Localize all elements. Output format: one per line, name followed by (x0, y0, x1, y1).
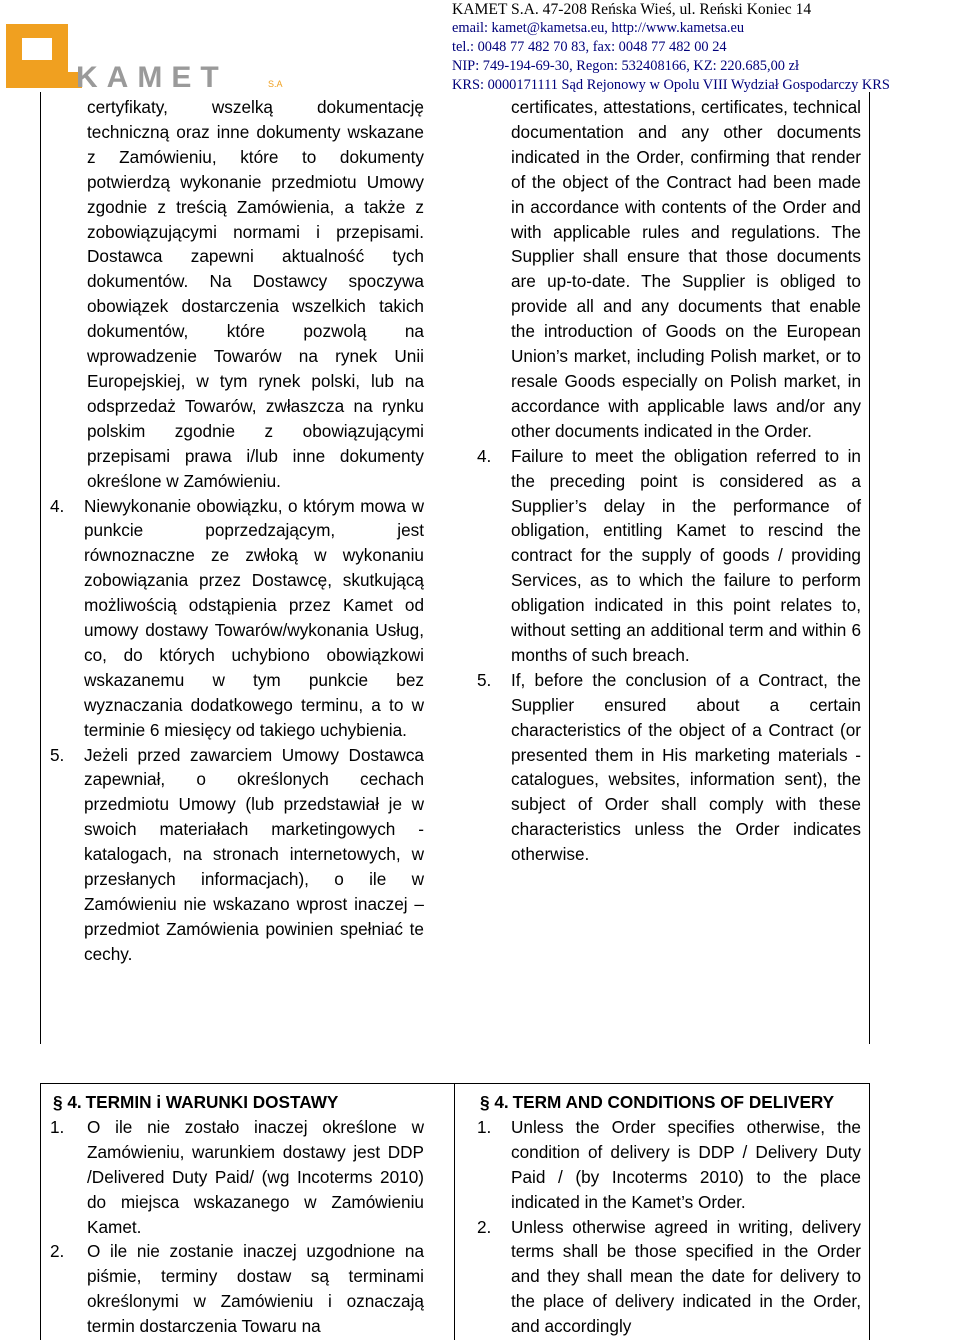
table-border-left (40, 1083, 41, 1340)
item-text: If, before the conclusion of a Contract, the Supplier ensured about a certain characteristics of the object of a Contract (or presented them in His marketing materials - catalogues, websites, information sent), the subject of Order shall comply with these characteristics unless the Order indicates otherwise. (511, 669, 861, 865)
item-text: Niewykonanie obowiązku, o którym mowa w punkcie poprzedzającym, jest równoznaczne ze zwłoką w wykonaniu zobowiązania przez Dostawcę, skutkującą możliwością odstąpienia przez Kamet od umowy dostawy Towarów/wykonania Usług, co, do których uchybiono obowiązkowi wskazanemu w tym punkcie bez wyznaczania dodatkowego terminu, a to w terminie 6 miesięcy od takiego uchybienia. (84, 495, 424, 740)
company-contact: email: kamet@kametsa.eu, http://www.kametsa.eu (452, 20, 745, 36)
polish-paragraph: certyfikaty, wszelką dokumentację techniczną oraz inne dokumenty wskazane z Zamówieniu, które to dokumenty potwierdzą wykonanie przedmiotu Umowy zgodnie z treścią Zamówienia, a także z zobowiązującymi normami i przepisami. Dostawca zapewni aktualność tych dokumentów. Na Dostawcy spoczywa obowiązek dostarczenia wszelkich takich dokumentów, które pozwolą na wprowadzenie Towarów na rynek Unii Europejskiej, w tym rynek polski, lub na odsprzedaż Towarów, zwłaszcza na rynku polskim zgodnie z obowiązującymi przepisami prawa i/lub inne dokumenty określone w Zamówieniu. (87, 97, 424, 491)
item-number: 4. (50, 495, 65, 516)
item-text: Failure to meet the obligation referred to in the preceding point is considered as a Supplier’s delay in the performance of obligation, entitling Kamet to rescind the contract for the supply of goods / providing Services, as to which the failure to perform obligation indicated in this point relates to, without setting an additional term and within 6 months of such breach. (511, 445, 861, 665)
logo-suffix-text: S.A (268, 79, 283, 89)
polish-column-top (50, 95, 424, 967)
company-address: KAMET S.A. 47-208 Reńska Wieś, ul. Reński Koniec 14 (452, 1, 812, 18)
item-number: 4. (477, 445, 492, 466)
heading-number: § 4. (53, 1092, 82, 1112)
heading-title: TERMIN i WARUNKI DOSTAWY (85, 1092, 339, 1112)
list-item (477, 1115, 861, 1215)
table-border-top (40, 1083, 870, 1084)
list-item (50, 494, 424, 743)
company-registration: NIP: 749-194-69-30, Regon: 532408166, KZ: 220.685,00 zł (452, 58, 799, 74)
table-border-left (40, 92, 41, 1044)
table-border-right (869, 1083, 870, 1340)
list-item (477, 444, 861, 668)
company-court: KRS: 0000171111 Sąd Rejonowy w Opolu VIII Wydział Gospodarczy KRS (452, 77, 890, 93)
item-text: Unless otherwise agreed in writing, delivery terms shall be those specified in the Order and they shall mean the date for delivery to the place of delivery indicated in the Order, and accordingly (511, 1216, 861, 1337)
company-header (452, 0, 960, 95)
company-phone: tel.: 0048 77 482 70 83, fax: 0048 77 482 00 24 (452, 39, 727, 55)
item-text: Unless the Order specifies otherwise, the condition of delivery is DDP / Delivery Duty Paid / (by Incoterms 2010) to the place indicated in the Kamet’s Order. (511, 1116, 861, 1212)
english-paragraph: certificates, attestations, certificates, technical documentation and any other documents indicated in the Order, confirming that render of the object of the Contract had been made in accordance with contents of the Order and with applicable rules and regulations. The Supplier shall ensure that those documents are up-to-date. The Supplier is obliged to provide all and any documents that enable the introduction of Goods on the European Union’s market, including Polish market, or to resale Goods especially on Polish market, in accordance with applicable laws and/or any other documents indicated in the Order. (511, 97, 861, 441)
item-number: 1. (50, 1116, 65, 1137)
heading-number: § 4. (480, 1092, 509, 1112)
item-text: O ile nie zostało inaczej określone w Zamówieniu, warunkiem dostawy jest DDP /Delivered Duty Paid/ (wg Incoterms 2010) do miejsca wskazanego w Zamówieniu Kamet. (87, 1116, 424, 1237)
english-column-top (477, 95, 861, 867)
item-text: O ile nie zostanie inaczej uzgodnione na piśmie, terminy dostaw są terminami określonymi w Zamówieniu i oznaczają termin dostarczenia Towaru na (87, 1241, 424, 1337)
list-item (477, 668, 861, 867)
list-item (50, 743, 424, 967)
section-heading (477, 1090, 861, 1115)
list-item (50, 1239, 424, 1339)
heading-title: TERM AND CONDITIONS OF DELIVERY (512, 1092, 835, 1112)
english-column-bottom (477, 1090, 861, 1339)
table-border-right (869, 92, 870, 1044)
item-text: Jeżeli przed zawarciem Umowy Dostawca zapewniał, o określonych cechach przedmiotu Umowy (lub przedstawiał je w swoich materiałach marketingowych - katalogach, na stronach internetowych, w przesłanych informacjach), o ile w Zamówieniu nie wskazano wprost inaczej – przedmiot Zamówienia powinien spełniać te cechy. (84, 744, 424, 964)
list-item (50, 1115, 424, 1240)
logo-brand-text: KAMET (76, 61, 228, 90)
item-number: 2. (477, 1216, 492, 1237)
item-number: 1. (477, 1116, 492, 1137)
item-number: 5. (477, 669, 492, 690)
company-logo (6, 14, 296, 90)
table-border-mid (454, 1083, 455, 1340)
item-number: 2. (50, 1241, 65, 1262)
item-number: 5. (50, 744, 65, 765)
polish-column-bottom (50, 1090, 424, 1339)
list-item (477, 1215, 861, 1340)
section-heading (50, 1090, 424, 1115)
